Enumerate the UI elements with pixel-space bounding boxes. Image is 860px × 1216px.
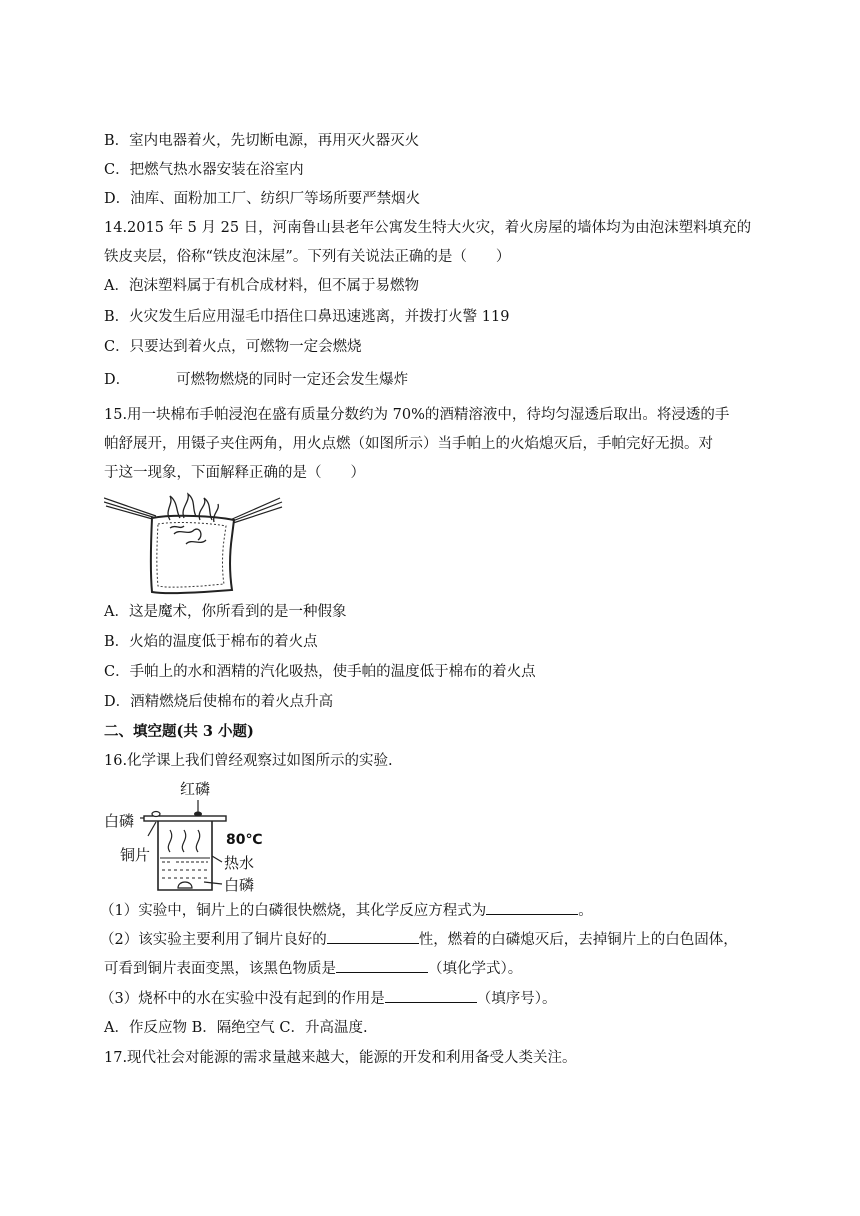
- label-hot-water: 热水: [224, 854, 255, 872]
- q14-option-d-label: D．: [104, 372, 131, 388]
- q15-stem-line1: 15.用一块棉布手帕浸泡在盛有质量分数约为 70%的酒精溶液中，待均匀湿透后取出。将浸透的手: [104, 407, 730, 423]
- q16-part1-text: （1）实验中，铜片上的白磷很快燃烧，其化学反应方程式为: [100, 903, 487, 919]
- q13-option-c: C．把燃气热水器安装在浴室内: [104, 162, 304, 178]
- q16-options: A．作反应物 B．隔绝空气 C．升高温度.: [104, 1020, 368, 1036]
- q16-part2-blank2: [336, 958, 428, 973]
- tweezers-right-icon: [230, 498, 282, 524]
- q16-part1-blank: [486, 900, 578, 915]
- label-temperature: 80℃: [226, 832, 263, 848]
- label-white-phosphorus-top: 白磷: [104, 812, 135, 830]
- q16-part3-text: （3）烧杯中的水在实验中没有起到的作用是: [100, 991, 385, 1007]
- q14-option-d-text: 可燃物燃烧的同时一定还会发生爆炸: [176, 372, 409, 388]
- hot-water-surface: [160, 858, 210, 878]
- q13-option-d: D．油库、面粉加工厂、纺织厂等场所要严禁烟火: [104, 191, 421, 207]
- q15-option-a: A．这是魔术，你所看到的是一种假象: [104, 604, 347, 620]
- q15-option-d: D．酒精燃烧后使棉布的着火点升高: [104, 694, 334, 710]
- q17-stem: 17.现代社会对能源的需求量越来越大，能源的开发和利用备受人类关注。: [104, 1050, 577, 1066]
- q15-option-b: B．火焰的温度低于棉布的着火点: [104, 634, 318, 650]
- q16-part2-blank1: [327, 929, 419, 944]
- q16-part2-text3: 可看到铜片表面变黑，该黑色物质是: [104, 961, 336, 977]
- q13-option-b: B．室内电器着火，先切断电源，再用灭火器灭火: [104, 133, 420, 149]
- steam-icon: [168, 830, 199, 852]
- label-copper-sheet: 铜片: [120, 846, 151, 864]
- q15-stem-line2: 帕舒展开，用镊子夹住两角，用火点燃（如图所示）当手帕上的火焰熄灭后，手帕完好无损。对: [104, 436, 713, 452]
- handkerchief-shape: [151, 516, 234, 593]
- q16-part2-text4: （填化学式）。: [428, 961, 523, 977]
- section-title: 二、填空题(共 3 小题): [104, 723, 254, 740]
- q15-option-c: C．手帕上的水和酒精的汽化吸热，使手帕的温度低于棉布的着火点: [104, 664, 536, 680]
- q16-part2-line1: [100, 929, 738, 950]
- q16-part1: [100, 900, 593, 921]
- experiment-apparatus-figure: [104, 778, 284, 896]
- red-phosphorus-dot: [194, 812, 202, 817]
- q16-part2-line2: [104, 958, 522, 979]
- q16-part3: [100, 988, 556, 1009]
- q16-part2-text: （2）该实验主要利用了铜片良好的: [100, 932, 327, 948]
- underwater-white-phosphorus: [178, 882, 192, 888]
- q14-stem-line1: 14.2015 年 5 月 25 日，河南鲁山县老年公寓发生特大火灾，着火房屋的墙体均为由泡沫塑料填充的: [104, 220, 752, 236]
- q16-stem: 16.化学课上我们曾经观察过如图所示的实验.: [104, 753, 393, 769]
- tweezers-left-icon: [104, 498, 156, 520]
- q16-part3-blank: [385, 988, 477, 1003]
- q14-stem-line2: 铁皮夹层，俗称“铁皮泡沫屋”。下列有关说法正确的是（ ）: [104, 249, 511, 265]
- q14-option-b: B．火灾发生后应用湿毛巾捂住口鼻迅速逃离，并拨打火警 119: [104, 309, 510, 325]
- q14-option-d: [104, 370, 408, 390]
- q14-option-c: C．只要达到着火点，可燃物一定会燃烧: [104, 339, 362, 355]
- q16-part3-end: （填序号）。: [476, 991, 557, 1007]
- q15-stem-line3: 于这一现象，下面解释正确的是（ ）: [104, 465, 365, 481]
- q14-option-a: A．泡沫塑料属于有机合成材料，但不属于易燃物: [104, 278, 419, 294]
- white-phosphorus-dot: [152, 812, 160, 817]
- burning-handkerchief-figure: [104, 490, 284, 598]
- label-white-phosphorus-bottom: 白磷: [224, 876, 255, 894]
- label-red-phosphorus: 红磷: [180, 780, 211, 798]
- q16-part1-end: 。: [578, 903, 593, 919]
- q16-part2-text2: 性，燃着的白磷熄灭后，去掉铜片上的白色固体，: [418, 932, 738, 948]
